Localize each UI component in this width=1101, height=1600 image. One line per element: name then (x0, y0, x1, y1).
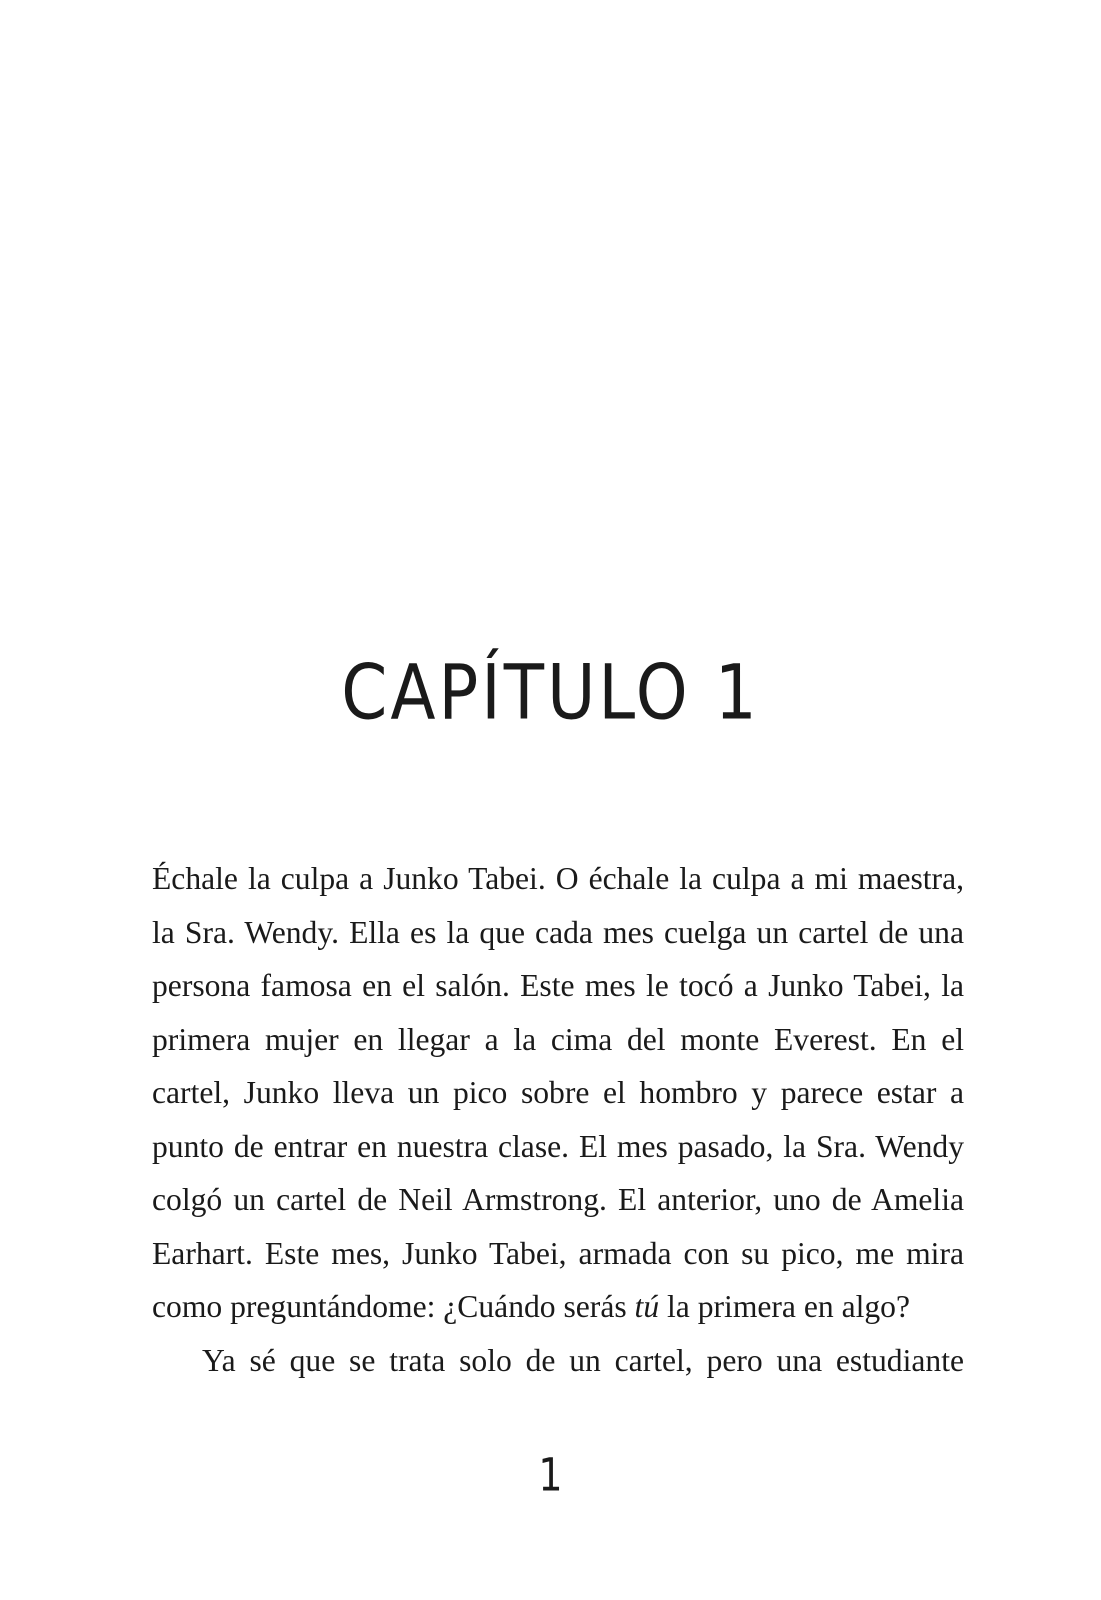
paragraph-1 (152, 852, 964, 1334)
paragraph-1-text-start: Échale la culpa a Junko Tabei. O échale la culpa a mi maestra, la Sra. Wendy. Ella es la que cada mes cuelga un cartel de una persona famosa en el salón. Este mes le tocó a Junko Tabei, la primera mujer en llegar a la cima del monte Everest. En el cartel, Junko lleva un pico sobre el hombro y parece estar a punto de entrar en nuestra clase. El mes pasado, la Sra. Wendy colgó un cartel de Neil Armstrong. El anterior, uno de Amelia Earhart. Este mes, Junko Tabei, armada con su pico, me mira como preguntándome: ¿Cuándo serás (152, 861, 964, 1324)
paragraph-1-text-end: la primera en algo? (659, 1289, 910, 1324)
paragraph-1-emphasis: tú (634, 1289, 660, 1324)
paragraph-2: Ya sé que se trata solo de un cartel, pero una estudiante (202, 1342, 964, 1378)
chapter-body (152, 852, 964, 1387)
chapter-heading: CAPÍTULO 1 (341, 648, 760, 737)
page-number: 1 (538, 1448, 563, 1502)
